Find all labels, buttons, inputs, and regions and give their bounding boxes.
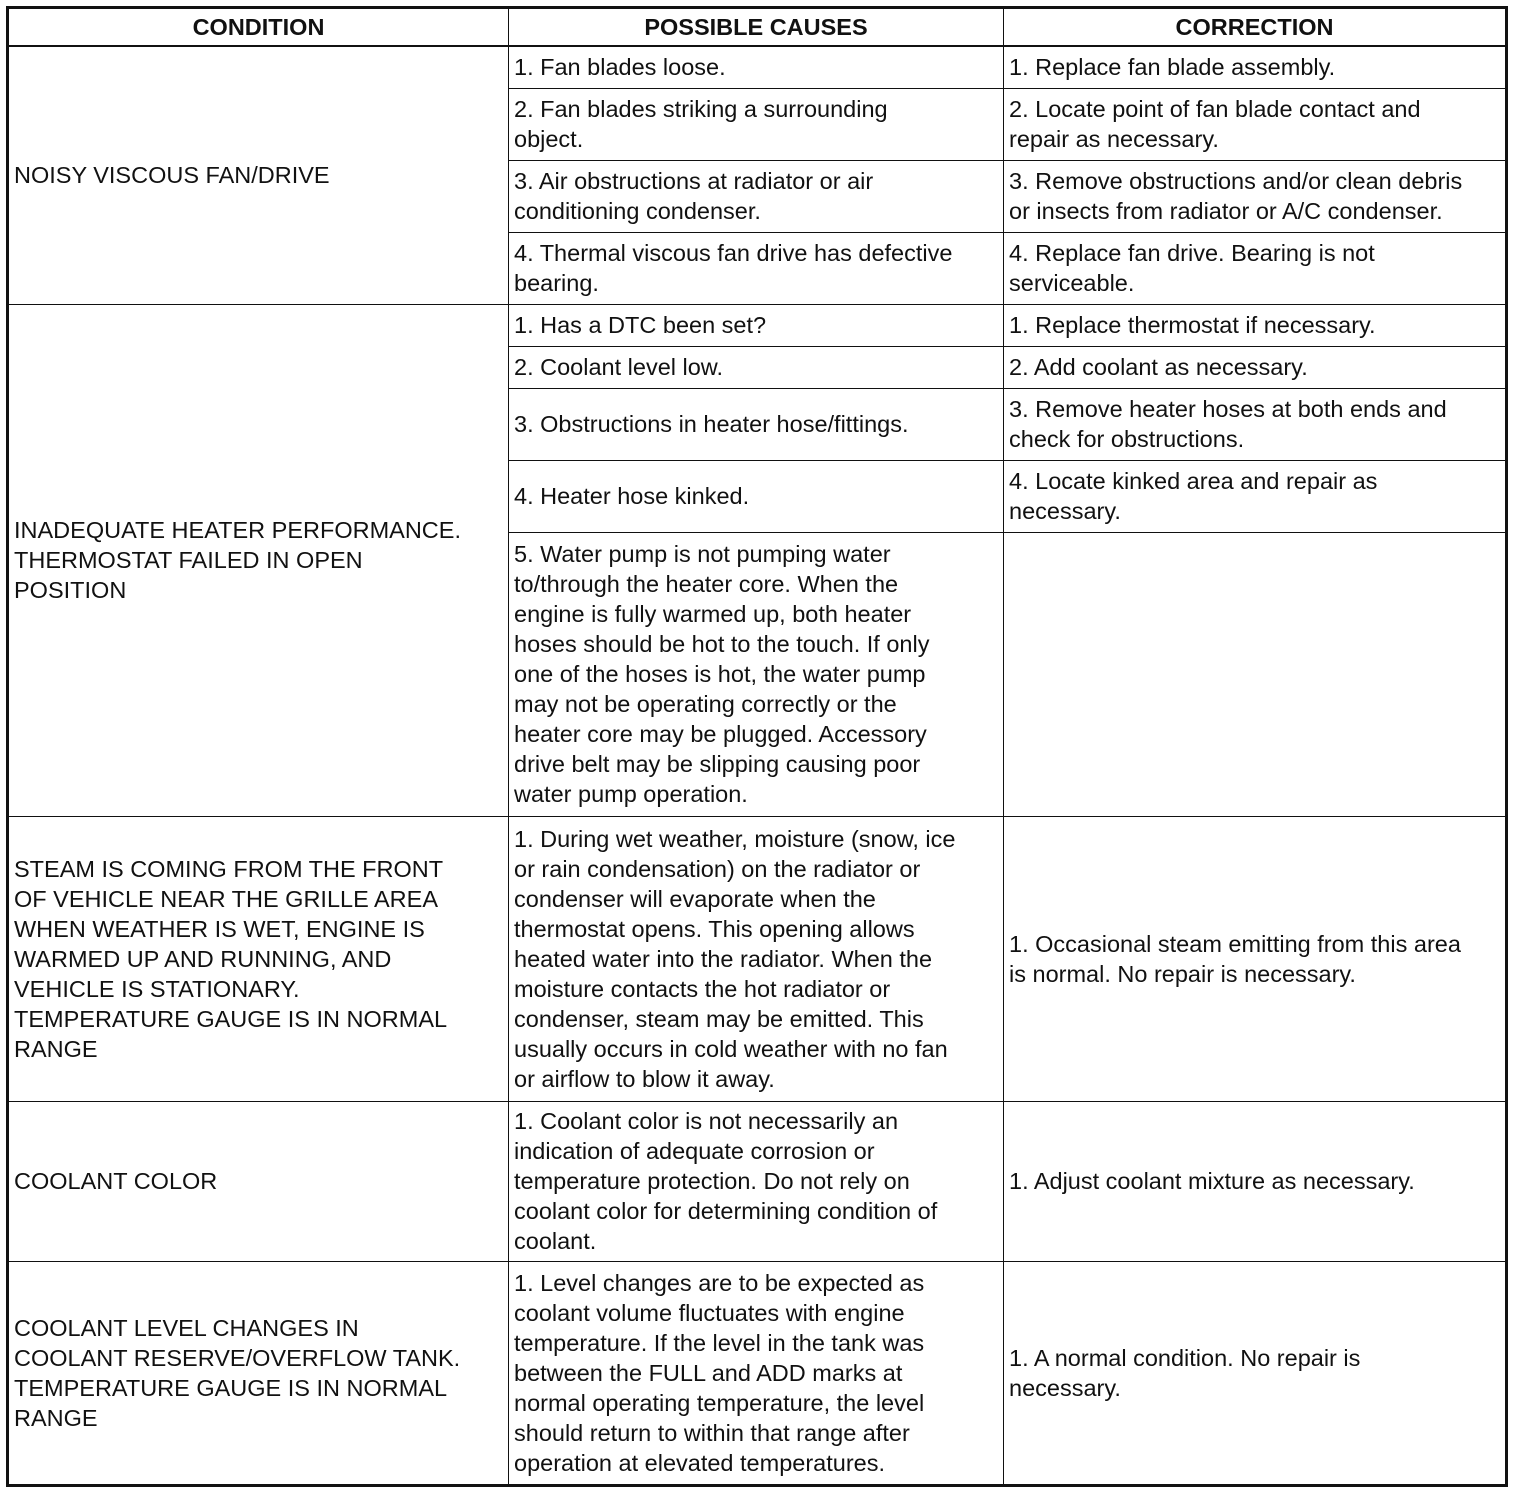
cause-cell: 1. Level changes are to be expected as coolant volume fluctuates with engine temperature. If the level in the tank was between the FULL and ADD marks at normal operating temperature, the level should return to within that range after operation at elevated temperatures. <box>509 1262 1004 1486</box>
table-row <box>8 46 1507 89</box>
table-row <box>8 305 1507 347</box>
condition-cell: COOLANT LEVEL CHANGES IN COOLANT RESERVE/OVERFLOW TANK. TEMPERATURE GAUGE IS IN NORMAL RANGE <box>8 1262 509 1486</box>
condition-cell: STEAM IS COMING FROM THE FRONT OF VEHICLE NEAR THE GRILLE AREA WHEN WEATHER IS WET, ENGINE IS WARMED UP AND RUNNING, AND VEHICLE IS STATIONARY. TEMPERATURE GAUGE IS IN NORMAL RANGE <box>8 817 509 1101</box>
correction-cell <box>1004 533 1507 817</box>
header-possible-causes: POSSIBLE CAUSES <box>509 8 1004 47</box>
cause-cell: 1. Coolant color is not necessarily an indication of adequate corrosion or temperature protection. Do not rely on coolant color for determining condition of coolant. <box>509 1101 1004 1262</box>
cause-cell: 4. Thermal viscous fan drive has defective bearing. <box>509 233 1004 305</box>
correction-cell: 1. Replace thermostat if necessary. <box>1004 305 1507 347</box>
correction-cell: 1. Adjust coolant mixture as necessary. <box>1004 1101 1507 1262</box>
condition-cell: NOISY VISCOUS FAN/DRIVE <box>8 46 509 305</box>
cause-cell: 3. Air obstructions at radiator or air conditioning condenser. <box>509 161 1004 233</box>
header-correction: CORRECTION <box>1004 8 1507 47</box>
correction-cell: 1. A normal condition. No repair is necessary. <box>1004 1262 1507 1486</box>
header-condition: CONDITION <box>8 8 509 47</box>
correction-cell: 4. Replace fan drive. Bearing is not serviceable. <box>1004 233 1507 305</box>
correction-cell: 1. Occasional steam emitting from this area is normal. No repair is necessary. <box>1004 817 1507 1101</box>
cause-cell: 1. During wet weather, moisture (snow, ice or rain condensation) on the radiator or condenser will evaporate when the thermostat opens. This opening allows heated water into the radiator. When the moisture contacts the hot radiator or condenser, steam may be emitted. This usually occurs in cold weather with no fan or airflow to blow it away. <box>509 817 1004 1101</box>
correction-cell: 3. Remove heater hoses at both ends and check for obstructions. <box>1004 389 1507 461</box>
cause-cell: 1. Has a DTC been set? <box>509 305 1004 347</box>
correction-cell: 1. Replace fan blade assembly. <box>1004 46 1507 89</box>
cause-cell: 1. Fan blades loose. <box>509 46 1004 89</box>
condition-cell: INADEQUATE HEATER PERFORMANCE. THERMOSTAT FAILED IN OPEN POSITION <box>8 305 509 817</box>
cause-cell: 2. Coolant level low. <box>509 347 1004 389</box>
diagnosis-table <box>6 6 1508 1487</box>
cause-cell: 3. Obstructions in heater hose/fittings. <box>509 389 1004 461</box>
table-row <box>8 817 1507 1101</box>
condition-cell: COOLANT COLOR <box>8 1101 509 1262</box>
correction-cell: 3. Remove obstructions and/or clean debris or insects from radiator or A/C condenser. <box>1004 161 1507 233</box>
cause-cell: 4. Heater hose kinked. <box>509 461 1004 533</box>
table-row <box>8 1262 1507 1486</box>
header-row <box>8 8 1507 47</box>
table-row <box>8 1101 1507 1262</box>
correction-cell: 2. Add coolant as necessary. <box>1004 347 1507 389</box>
correction-cell: 4. Locate kinked area and repair as necessary. <box>1004 461 1507 533</box>
cause-cell: 5. Water pump is not pumping water to/through the heater core. When the engine is fully warmed up, both heater hoses should be hot to the touch. If only one of the hoses is hot, the water pump may not be operating correctly or the heater core may be plugged. Accessory drive belt may be slipping causing poor water pump operation. <box>509 533 1004 817</box>
cause-cell: 2. Fan blades striking a surrounding object. <box>509 89 1004 161</box>
correction-cell: 2. Locate point of fan blade contact and repair as necessary. <box>1004 89 1507 161</box>
